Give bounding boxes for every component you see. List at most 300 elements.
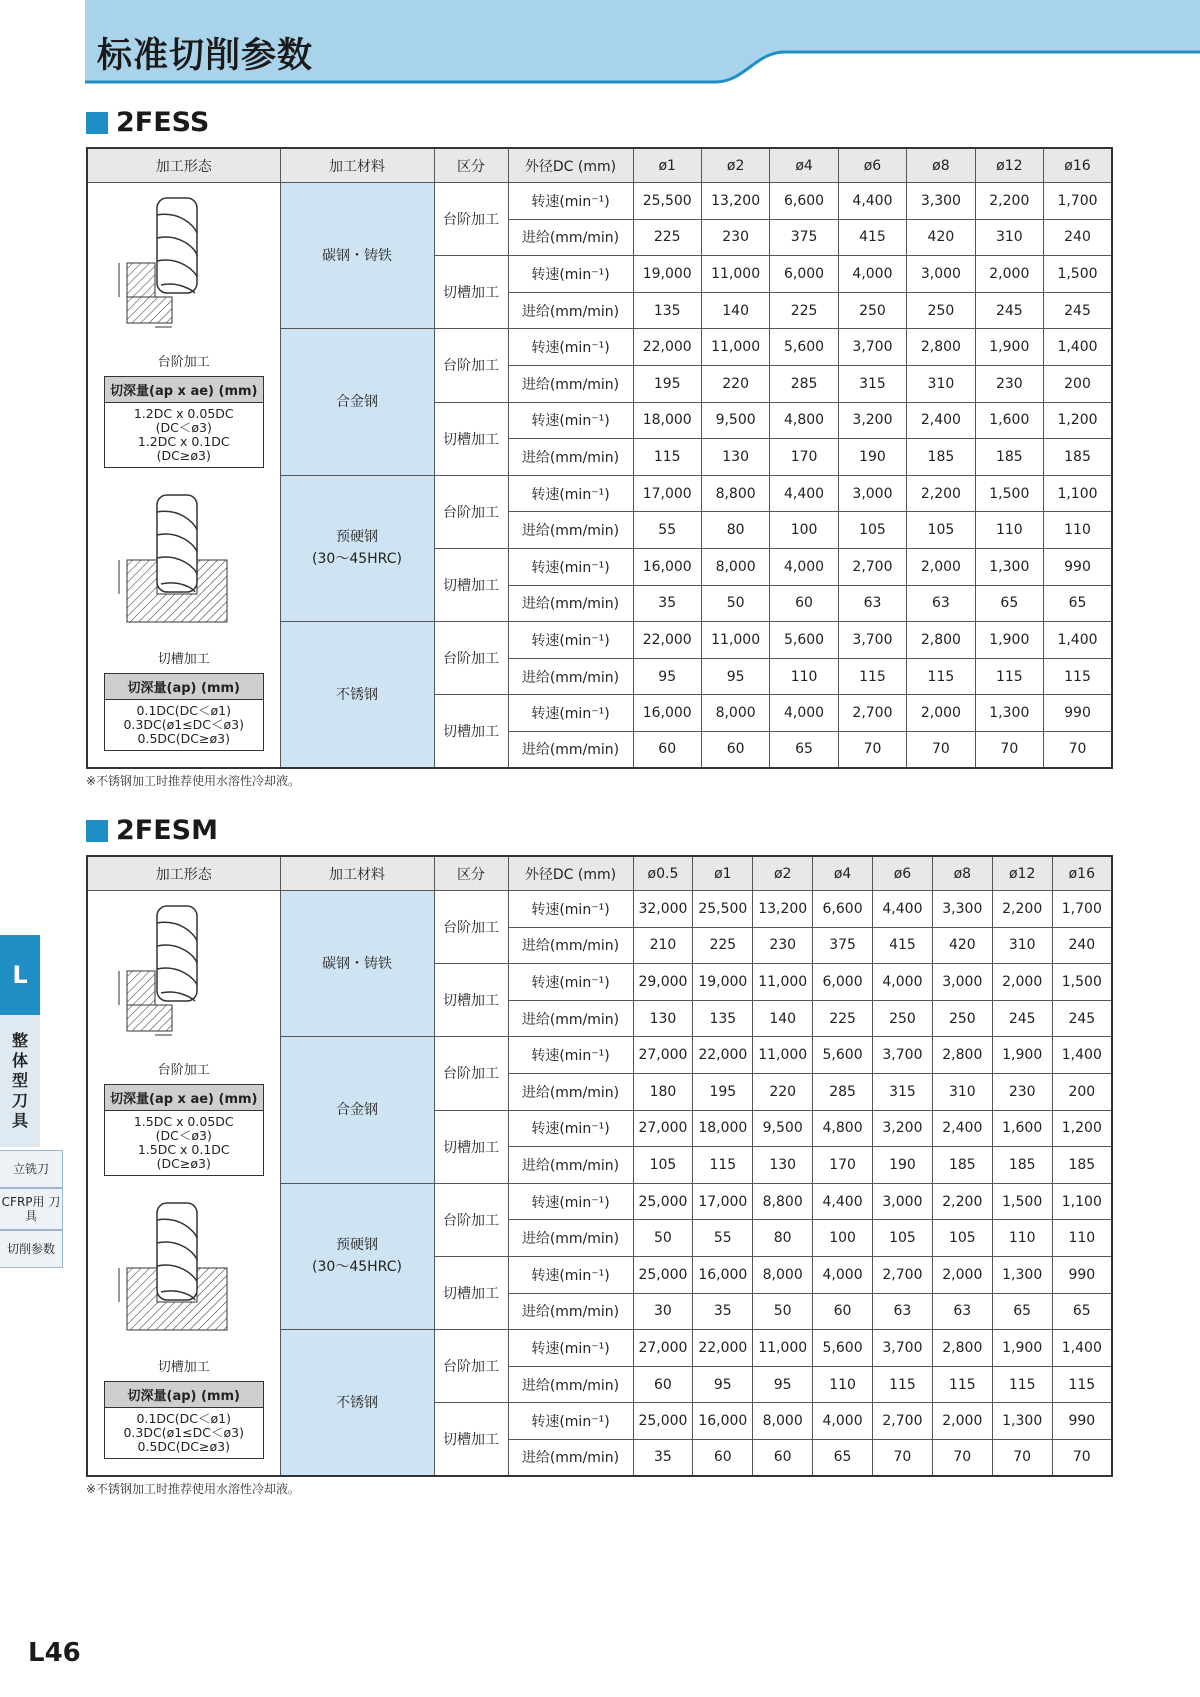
slot-machining-diagram (109, 1198, 259, 1348)
value-cell: 3,000 (873, 1183, 933, 1220)
value-cell: 6,600 (813, 891, 873, 928)
value-cell: 130 (701, 439, 769, 476)
material-carbon-steel: 碳钢・铸铁 (280, 183, 434, 329)
value-cell: 3,000 (932, 964, 992, 1001)
value-cell: 115 (992, 1366, 1052, 1403)
value-cell: 2,000 (975, 256, 1043, 293)
operation-step: 台阶加工 (434, 1037, 508, 1110)
value-cell: 8,000 (701, 548, 769, 585)
header-dc: 外径DC (mm) (508, 856, 633, 891)
value-cell: 25,500 (633, 183, 701, 220)
page-number: L46 (28, 1638, 81, 1668)
sidebar-item-cutting-params[interactable]: 切削参数 (0, 1230, 63, 1268)
value-cell: 65 (992, 1293, 1052, 1330)
value-cell: 65 (975, 585, 1043, 622)
shape-panel (87, 891, 280, 1477)
value-cell: 245 (1044, 292, 1112, 329)
value-cell: 990 (1044, 695, 1112, 732)
material-carbon-steel: 碳钢・铸铁 (280, 891, 434, 1037)
value-cell: 1,900 (975, 329, 1043, 366)
value-cell: 35 (633, 585, 701, 622)
value-cell: 210 (633, 927, 693, 964)
value-cell: 17,000 (633, 475, 701, 512)
table-row (87, 891, 1112, 928)
section-title: 2FESS (116, 107, 210, 138)
header-section: 区分 (434, 148, 508, 183)
value-cell: 70 (1044, 731, 1112, 768)
operation-slot: 切槽加工 (434, 256, 508, 329)
value-cell: 1,400 (1044, 329, 1112, 366)
value-cell: 4,400 (838, 183, 906, 220)
param-feed: 进给(mm/min) (508, 927, 633, 964)
value-cell: 1,900 (975, 622, 1043, 659)
value-cell: 16,000 (693, 1403, 753, 1440)
value-cell: 1,300 (992, 1256, 1052, 1293)
value-cell: 8,000 (701, 695, 769, 732)
header-diameter: ø16 (1044, 148, 1112, 183)
material-stainless-steel: 不锈钢 (280, 1330, 434, 1476)
value-cell: 4,400 (873, 891, 933, 928)
operation-step: 台阶加工 (434, 475, 508, 548)
value-cell: 230 (975, 365, 1043, 402)
value-cell: 4,000 (838, 256, 906, 293)
value-cell: 8,000 (753, 1403, 813, 1440)
param-feed: 进给(mm/min) (508, 1000, 633, 1037)
header-diameter: ø2 (753, 856, 813, 891)
operation-slot: 切槽加工 (434, 1110, 508, 1183)
operation-step: 台阶加工 (434, 329, 508, 402)
value-cell: 310 (907, 365, 975, 402)
value-cell: 2,000 (907, 695, 975, 732)
value-cell: 285 (813, 1073, 873, 1110)
value-cell: 230 (992, 1073, 1052, 1110)
value-cell: 8,000 (753, 1256, 813, 1293)
value-cell: 1,400 (1052, 1037, 1112, 1074)
value-cell: 2,000 (932, 1256, 992, 1293)
value-cell: 1,600 (975, 402, 1043, 439)
value-cell: 3,000 (907, 256, 975, 293)
value-cell: 1,200 (1044, 402, 1112, 439)
value-cell: 220 (753, 1073, 813, 1110)
value-cell: 60 (693, 1439, 753, 1476)
value-cell: 190 (838, 439, 906, 476)
value-cell: 2,400 (932, 1110, 992, 1147)
value-cell: 180 (633, 1073, 693, 1110)
value-cell: 140 (701, 292, 769, 329)
value-cell: 11,000 (753, 1037, 813, 1074)
sidebar-tab-letter[interactable]: L (0, 935, 40, 1015)
value-cell: 3,300 (907, 183, 975, 220)
header-section: 区分 (434, 856, 508, 891)
value-cell: 60 (813, 1293, 873, 1330)
header-diameter: ø4 (770, 148, 838, 183)
value-cell: 110 (975, 512, 1043, 549)
value-cell: 13,200 (701, 183, 769, 220)
value-cell: 170 (770, 439, 838, 476)
value-cell: 4,000 (770, 548, 838, 585)
value-cell: 4,000 (873, 964, 933, 1001)
value-cell: 9,500 (753, 1110, 813, 1147)
value-cell: 115 (1044, 658, 1112, 695)
value-cell: 200 (1052, 1073, 1112, 1110)
value-cell: 185 (907, 439, 975, 476)
value-cell: 110 (1044, 512, 1112, 549)
value-cell: 18,000 (633, 402, 701, 439)
value-cell: 70 (1052, 1439, 1112, 1476)
value-cell: 11,000 (701, 329, 769, 366)
value-cell: 3,700 (838, 622, 906, 659)
slot-machining-diagram (109, 490, 259, 640)
param-speed: 转速(min⁻¹) (508, 1256, 633, 1293)
value-cell: 5,600 (813, 1330, 873, 1367)
value-cell: 2,000 (992, 964, 1052, 1001)
value-cell: 185 (1044, 439, 1112, 476)
value-cell: 35 (693, 1293, 753, 1330)
value-cell: 105 (873, 1220, 933, 1257)
value-cell: 225 (693, 927, 753, 964)
value-cell: 70 (907, 731, 975, 768)
value-cell: 315 (838, 365, 906, 402)
value-cell: 80 (753, 1220, 813, 1257)
value-cell: 115 (693, 1147, 753, 1184)
operation-step: 台阶加工 (434, 1330, 508, 1403)
value-cell: 2,400 (907, 402, 975, 439)
value-cell: 105 (932, 1220, 992, 1257)
value-cell: 115 (907, 658, 975, 695)
value-cell: 19,000 (633, 256, 701, 293)
slot-depth-header: 切深量(ap) (mm) (105, 1382, 263, 1408)
value-cell: 22,000 (633, 622, 701, 659)
value-cell: 60 (633, 1366, 693, 1403)
value-cell: 310 (992, 927, 1052, 964)
value-cell: 70 (873, 1439, 933, 1476)
value-cell: 4,400 (813, 1183, 873, 1220)
header-diameter: ø2 (701, 148, 769, 183)
value-cell: 1,500 (1044, 256, 1112, 293)
value-cell: 2,200 (907, 475, 975, 512)
value-cell: 22,000 (693, 1330, 753, 1367)
table-header-row (87, 856, 1112, 891)
header-diameter: ø16 (1052, 856, 1112, 891)
value-cell: 1,900 (992, 1330, 1052, 1367)
value-cell: 11,000 (701, 622, 769, 659)
value-cell: 115 (1052, 1366, 1112, 1403)
value-cell: 3,700 (838, 329, 906, 366)
value-cell: 195 (693, 1073, 753, 1110)
sidebar-category (0, 1015, 40, 1147)
value-cell: 3,200 (873, 1110, 933, 1147)
step-machining-diagram (109, 193, 259, 343)
note-2fesm: ※不锈钢加工时推荐使用水溶性冷却液。 (86, 1482, 301, 1496)
param-speed: 转速(min⁻¹) (508, 548, 633, 585)
value-cell: 8,800 (753, 1183, 813, 1220)
param-feed: 进给(mm/min) (508, 585, 633, 622)
param-speed: 转速(min⁻¹) (508, 1110, 633, 1147)
value-cell: 315 (873, 1073, 933, 1110)
value-cell: 2,800 (932, 1330, 992, 1367)
value-cell: 110 (813, 1366, 873, 1403)
value-cell: 3,300 (932, 891, 992, 928)
value-cell: 990 (1052, 1403, 1112, 1440)
operation-step: 台阶加工 (434, 183, 508, 256)
value-cell: 63 (838, 585, 906, 622)
step-depth-header: 切深量(ap x ae) (mm) (105, 1085, 263, 1111)
value-cell: 11,000 (753, 1330, 813, 1367)
section-title: 2FESM (116, 815, 218, 846)
value-cell: 16,000 (693, 1256, 753, 1293)
value-cell: 110 (770, 658, 838, 695)
slot-depth-box (104, 1381, 264, 1459)
value-cell: 100 (813, 1220, 873, 1257)
value-cell: 415 (873, 927, 933, 964)
value-cell: 63 (907, 585, 975, 622)
value-cell: 240 (1052, 927, 1112, 964)
value-cell: 190 (873, 1147, 933, 1184)
cutting-table-2fess (86, 147, 1113, 769)
value-cell: 2,200 (975, 183, 1043, 220)
operation-step: 台阶加工 (434, 622, 508, 695)
header-diameter: ø0.5 (633, 856, 693, 891)
value-cell: 110 (992, 1220, 1052, 1257)
value-cell: 13,200 (753, 891, 813, 928)
value-cell: 1,700 (1052, 891, 1112, 928)
header-diameter: ø12 (975, 148, 1043, 183)
header-diameter: ø12 (992, 856, 1052, 891)
param-feed: 进给(mm/min) (508, 292, 633, 329)
param-feed: 进给(mm/min) (508, 1293, 633, 1330)
value-cell: 50 (701, 585, 769, 622)
header-diameter: ø6 (873, 856, 933, 891)
header-diameter: ø8 (907, 148, 975, 183)
value-cell: 185 (975, 439, 1043, 476)
material-alloy-steel: 合金钢 (280, 329, 434, 475)
value-cell: 50 (633, 1220, 693, 1257)
value-cell: 130 (753, 1147, 813, 1184)
param-speed: 转速(min⁻¹) (508, 891, 633, 928)
sidebar-item-cfrp[interactable]: CFRP用 刀具 (0, 1188, 63, 1230)
note-2fess: ※不锈钢加工时推荐使用水溶性冷却液。 (86, 774, 301, 788)
value-cell: 5,600 (770, 329, 838, 366)
value-cell: 2,200 (992, 891, 1052, 928)
header-diameter: ø1 (693, 856, 753, 891)
header-diameter: ø6 (838, 148, 906, 183)
value-cell: 2,700 (873, 1256, 933, 1293)
value-cell: 95 (701, 658, 769, 695)
value-cell: 225 (633, 219, 701, 256)
value-cell: 17,000 (693, 1183, 753, 1220)
value-cell: 65 (770, 731, 838, 768)
param-speed: 转速(min⁻¹) (508, 475, 633, 512)
value-cell: 1,700 (1044, 183, 1112, 220)
value-cell: 19,000 (693, 964, 753, 1001)
value-cell: 4,000 (813, 1403, 873, 1440)
value-cell: 170 (813, 1147, 873, 1184)
value-cell: 135 (633, 292, 701, 329)
value-cell: 60 (770, 585, 838, 622)
value-cell: 4,800 (813, 1110, 873, 1147)
value-cell: 2,000 (907, 548, 975, 585)
table-header-row (87, 148, 1112, 183)
value-cell: 4,400 (770, 475, 838, 512)
value-cell: 185 (932, 1147, 992, 1184)
value-cell: 16,000 (633, 548, 701, 585)
param-feed: 进给(mm/min) (508, 731, 633, 768)
header-diameter: ø1 (633, 148, 701, 183)
header-diameter: ø8 (932, 856, 992, 891)
value-cell: 5,600 (770, 622, 838, 659)
value-cell: 6,600 (770, 183, 838, 220)
value-cell: 70 (838, 731, 906, 768)
value-cell: 990 (1044, 548, 1112, 585)
value-cell: 220 (701, 365, 769, 402)
value-cell: 95 (633, 658, 701, 695)
param-feed: 进给(mm/min) (508, 658, 633, 695)
value-cell: 245 (1052, 1000, 1112, 1037)
value-cell: 1,400 (1052, 1330, 1112, 1367)
value-cell: 4,800 (770, 402, 838, 439)
value-cell: 63 (932, 1293, 992, 1330)
section-marker (86, 112, 108, 134)
value-cell: 100 (770, 512, 838, 549)
sidebar-category-label: 整 体 型 刀 具 (11, 1031, 28, 1130)
value-cell: 1,200 (1052, 1110, 1112, 1147)
value-cell: 25,500 (693, 891, 753, 928)
material-stainless-steel: 不锈钢 (280, 622, 434, 768)
value-cell: 27,000 (633, 1037, 693, 1074)
value-cell: 2,800 (907, 622, 975, 659)
operation-slot: 切槽加工 (434, 1256, 508, 1329)
value-cell: 115 (932, 1366, 992, 1403)
value-cell: 27,000 (633, 1330, 693, 1367)
value-cell: 1,500 (975, 475, 1043, 512)
param-feed: 进给(mm/min) (508, 1220, 633, 1257)
step-depth-values: 1.5DC x 0.05DC (DC＜ø3) 1.5DC x 0.1DC (DC≥ø3) (133, 1114, 234, 1171)
value-cell: 5,600 (813, 1037, 873, 1074)
value-cell: 375 (813, 927, 873, 964)
value-cell: 195 (633, 365, 701, 402)
value-cell: 95 (693, 1366, 753, 1403)
value-cell: 2,700 (838, 548, 906, 585)
value-cell: 185 (992, 1147, 1052, 1184)
slot-caption: 切槽加工 (157, 1360, 210, 1375)
value-cell: 16,000 (633, 695, 701, 732)
value-cell: 35 (633, 1439, 693, 1476)
value-cell: 200 (1044, 365, 1112, 402)
param-speed: 转速(min⁻¹) (508, 1403, 633, 1440)
value-cell: 245 (992, 1000, 1052, 1037)
value-cell: 2,000 (932, 1403, 992, 1440)
value-cell: 8,800 (701, 475, 769, 512)
material-prehardened-steel: 预硬钢 (30～45HRC) (280, 475, 434, 621)
value-cell: 1,500 (992, 1183, 1052, 1220)
value-cell: 250 (873, 1000, 933, 1037)
value-cell: 130 (633, 1000, 693, 1037)
value-cell: 3,200 (838, 402, 906, 439)
value-cell: 70 (975, 731, 1043, 768)
header-material: 加工材料 (280, 856, 434, 891)
value-cell: 185 (1052, 1147, 1112, 1184)
value-cell: 11,000 (753, 964, 813, 1001)
value-cell: 9,500 (701, 402, 769, 439)
value-cell: 135 (693, 1000, 753, 1037)
value-cell: 65 (813, 1439, 873, 1476)
value-cell: 11,000 (701, 256, 769, 293)
param-feed: 进给(mm/min) (508, 1439, 633, 1476)
value-cell: 115 (975, 658, 1043, 695)
value-cell: 25,000 (633, 1256, 693, 1293)
value-cell: 50 (753, 1293, 813, 1330)
param-speed: 转速(min⁻¹) (508, 695, 633, 732)
sidebar-item-endmill[interactable]: 立铣刀 (0, 1150, 63, 1188)
slot-depth-values: 0.1DC(DC＜ø1) 0.3DC(ø1≤DC＜ø3) 0.5DC(DC≥ø3) (123, 703, 244, 746)
value-cell: 65 (1044, 585, 1112, 622)
value-cell: 110 (1052, 1220, 1112, 1257)
value-cell: 25,000 (633, 1183, 693, 1220)
value-cell: 1,900 (992, 1037, 1052, 1074)
value-cell: 1,400 (1044, 622, 1112, 659)
value-cell: 1,300 (975, 695, 1043, 732)
value-cell: 115 (633, 439, 701, 476)
operation-slot: 切槽加工 (434, 695, 508, 768)
param-speed: 转速(min⁻¹) (508, 183, 633, 220)
param-speed: 转速(min⁻¹) (508, 256, 633, 293)
value-cell: 63 (873, 1293, 933, 1330)
value-cell: 3,000 (838, 475, 906, 512)
value-cell: 60 (753, 1439, 813, 1476)
operation-slot: 切槽加工 (434, 402, 508, 475)
value-cell: 230 (753, 927, 813, 964)
value-cell: 105 (633, 1147, 693, 1184)
value-cell: 4,000 (770, 695, 838, 732)
value-cell: 70 (992, 1439, 1052, 1476)
param-feed: 进给(mm/min) (508, 1147, 633, 1184)
material-alloy-steel: 合金钢 (280, 1037, 434, 1183)
value-cell: 285 (770, 365, 838, 402)
param-feed: 进给(mm/min) (508, 439, 633, 476)
value-cell: 70 (932, 1439, 992, 1476)
value-cell: 1,600 (992, 1110, 1052, 1147)
value-cell: 1,100 (1044, 475, 1112, 512)
value-cell: 1,300 (975, 548, 1043, 585)
value-cell: 1,300 (992, 1403, 1052, 1440)
value-cell: 105 (907, 512, 975, 549)
value-cell: 1,500 (1052, 964, 1112, 1001)
table-row (87, 183, 1112, 220)
value-cell: 22,000 (633, 329, 701, 366)
value-cell: 22,000 (693, 1037, 753, 1074)
value-cell: 140 (753, 1000, 813, 1037)
value-cell: 6,000 (813, 964, 873, 1001)
slot-caption: 切槽加工 (157, 652, 210, 667)
value-cell: 2,700 (838, 695, 906, 732)
step-caption: 台阶加工 (157, 355, 210, 370)
value-cell: 310 (975, 219, 1043, 256)
value-cell: 2,800 (907, 329, 975, 366)
step-depth-values: 1.2DC x 0.05DC (DC＜ø3) 1.2DC x 0.1DC (DC≥ø3) (133, 406, 234, 463)
value-cell: 250 (907, 292, 975, 329)
value-cell: 6,000 (770, 256, 838, 293)
header-shape: 加工形态 (87, 148, 280, 183)
value-cell: 3,700 (873, 1330, 933, 1367)
param-feed: 进给(mm/min) (508, 219, 633, 256)
step-machining-diagram (109, 901, 259, 1051)
step-depth-header: 切深量(ap x ae) (mm) (105, 377, 263, 403)
header-diameter: ø4 (813, 856, 873, 891)
section-heading-2fess (86, 107, 209, 138)
value-cell: 60 (633, 731, 701, 768)
value-cell: 2,700 (873, 1403, 933, 1440)
value-cell: 29,000 (633, 964, 693, 1001)
